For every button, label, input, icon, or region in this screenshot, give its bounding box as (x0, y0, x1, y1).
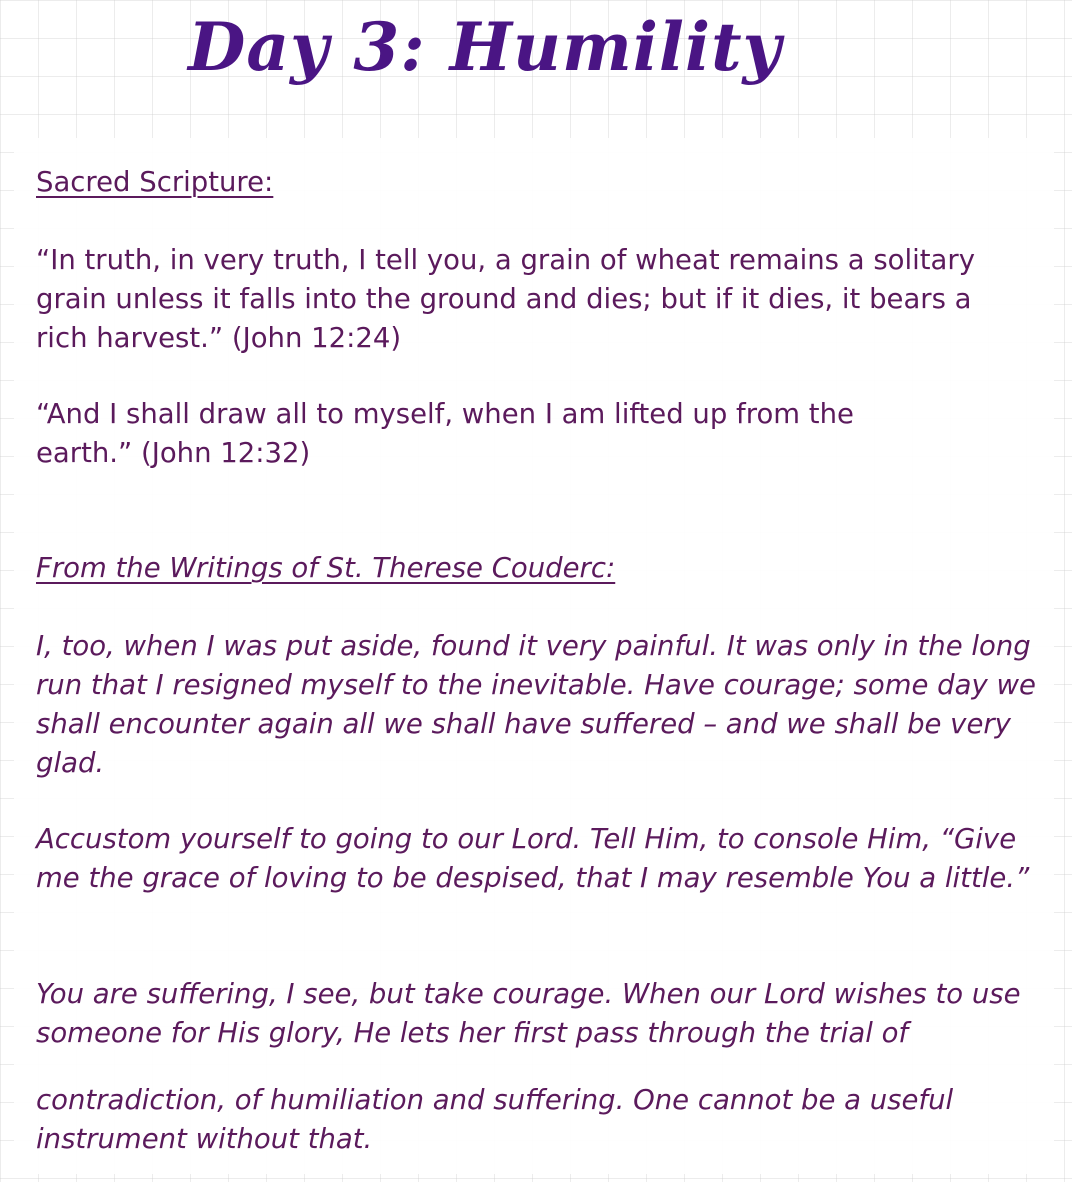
writings-passage: I, too, when I was put aside, found it very painful. It was only in the long run that I resigned myself to the inevitable. Have courage; some day we shall encounter again all we shall have suffered – and we shall be very glad. (36, 630, 1036, 779)
writings-passage: contradiction, of humiliation and suffering. One cannot be a useful instrument without that. (36, 1084, 954, 1155)
writings-heading: From the Writings of St. Therese Couderc: (36, 552, 616, 584)
scripture-heading: Sacred Scripture: (36, 166, 274, 198)
writings-passage: Accustom yourself to going to our Lord. Tell Him, to console Him, “Give me the grace of loving to be despised, that I may resemble You a little.” (36, 823, 1030, 894)
page-title: Day 3: Humility (188, 8, 782, 86)
writings-passage: You are suffering, I see, but take courage. When our Lord wishes to use someone for His glory, He lets her first pass through the trial of (36, 978, 1021, 1049)
scripture-passage: “In truth, in very truth, I tell you, a grain of wheat remains a solitary grain unless it falls into the ground and dies; but if it dies, it bears a rich harvest.” (John 12:24) (36, 244, 975, 354)
scripture-passage: “And I shall draw all to myself, when I am lifted up from the earth.” (John 12:32) (36, 398, 854, 469)
